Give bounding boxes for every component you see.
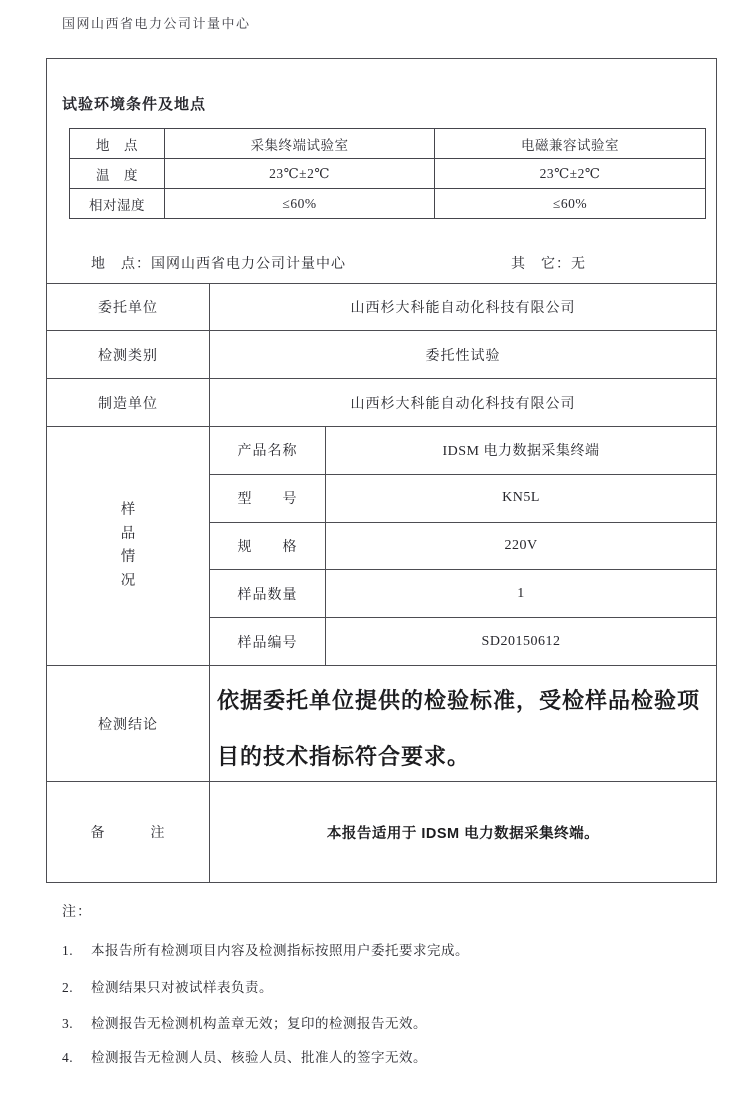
location-place: [91, 253, 346, 273]
sample-row-label: 样品数量: [210, 570, 326, 617]
env-cell: 采集终端试验室: [165, 129, 435, 159]
env-cell: 电磁兼容试验室: [435, 129, 706, 159]
note-number: 2.: [62, 980, 74, 995]
row-conclusion: [47, 665, 716, 781]
env-cell: ≤60%: [165, 189, 435, 219]
conclusion-label: 检测结论: [47, 666, 210, 781]
env-cell: 23℃±2℃: [435, 159, 706, 189]
row-label: 检测类别: [47, 331, 210, 378]
sample-row-label: 规 格: [210, 523, 326, 570]
note-text: 检测报告无检测机构盖章无效；复印的检测报告无效。: [91, 1016, 427, 1031]
note-number: 3.: [62, 1016, 74, 1031]
note-item-3: [62, 1012, 427, 1032]
page-header: 国网山西省电力公司计量中心: [62, 16, 251, 31]
row-label: 制造单位: [47, 379, 210, 426]
note-text: 本报告所有检测项目内容及检测指标按照用户委托要求完成。: [91, 943, 469, 958]
row-test-category: [47, 330, 716, 378]
sample-section-label-text: 样品情况: [120, 502, 136, 589]
location-other-label: 其 它：: [511, 257, 571, 272]
note-item-4: [62, 1046, 427, 1066]
sample-row-value: IDSM 电力数据采集终端: [442, 444, 600, 460]
sample-row-serial-number: [210, 617, 716, 665]
note-text: 检测结果只对被试样表负责。: [91, 980, 273, 995]
conclusion-text: 依据委托单位提供的检验标准，受检样品检验项目的技术指标符合要求。: [217, 688, 701, 769]
sample-row-label: 型 号: [210, 475, 326, 522]
sample-row-model: [210, 474, 716, 522]
sample-row-label: 产品名称: [210, 427, 326, 474]
note-number: 4.: [62, 1050, 74, 1065]
sample-section-label: [47, 427, 210, 665]
remark-label: 备 注: [47, 782, 210, 882]
note-item-2: [62, 976, 273, 996]
sample-row-value: SD20150612: [481, 633, 561, 649]
remark-text: 本报告适用于 IDSM 电力数据采集终端。: [326, 825, 600, 842]
row-value: 山西杉大科能自动化科技有限公司: [350, 301, 576, 316]
env-row-location: [70, 129, 706, 159]
env-cell: 温 度: [70, 159, 165, 189]
row-remark: [47, 781, 716, 882]
env-row-humidity: [70, 189, 706, 219]
location-other: [511, 253, 586, 273]
note-number: 1.: [62, 943, 74, 958]
env-cell: 相对湿度: [70, 189, 165, 219]
location-other-value: 无: [571, 257, 586, 272]
sample-row-spec: [210, 522, 716, 570]
row-entrusting-unit: [47, 283, 716, 330]
sample-row-value: KN5L: [502, 490, 540, 506]
environment-table: [69, 128, 706, 219]
sample-rows: [210, 427, 716, 665]
env-cell: ≤60%: [435, 189, 706, 219]
row-manufacturer: [47, 378, 716, 426]
note-item-1: [62, 939, 469, 959]
location-line: [47, 253, 716, 273]
sample-row-product-name: [210, 427, 716, 474]
row-value: 委托性试验: [425, 348, 501, 364]
sample-row-value: 1: [517, 585, 525, 601]
env-cell: 23℃±2℃: [165, 159, 435, 189]
sample-row-value: 220V: [504, 537, 538, 553]
env-cell: 地 点: [70, 129, 165, 159]
location-place-value: 国网山西省电力公司计量中心: [151, 257, 346, 272]
location-place-label: 地 点：: [91, 257, 151, 272]
row-label: 委托单位: [47, 284, 210, 330]
report-table-frame: [46, 58, 717, 883]
note-text: 检测报告无检测人员、核验人员、批准人的签字无效。: [91, 1050, 427, 1065]
row-value: 山西杉大科能自动化科技有限公司: [350, 396, 576, 412]
env-row-temperature: [70, 159, 706, 189]
notes-title: 注：: [62, 905, 92, 920]
sample-row-label: 样品编号: [210, 618, 326, 665]
row-sample-info: [47, 426, 716, 665]
sample-row-quantity: [210, 569, 716, 617]
section-title: 试验环境条件及地点: [62, 97, 207, 113]
